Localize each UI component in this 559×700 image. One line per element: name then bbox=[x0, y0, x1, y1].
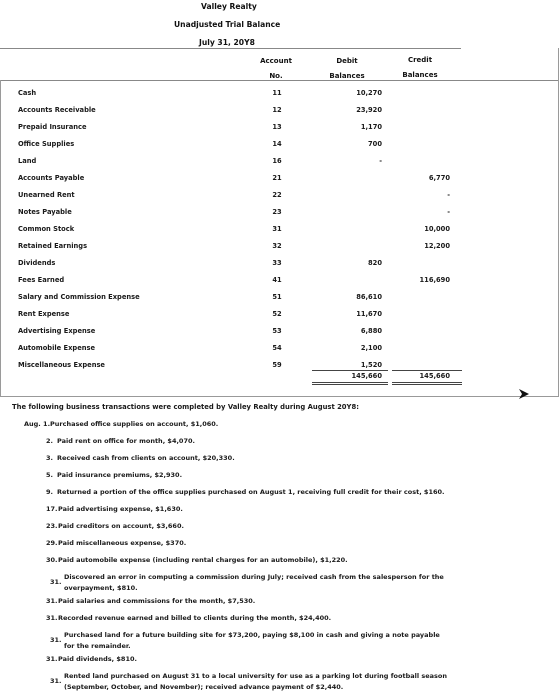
account-name: Accounts Receivable bbox=[18, 106, 96, 114]
transaction-text: Purchased office supplies on account, $1,060. bbox=[50, 420, 219, 428]
account-name: Office Supplies bbox=[18, 140, 75, 148]
credit-amount: 12,200 bbox=[424, 242, 450, 250]
account-name: Common Stock bbox=[18, 225, 75, 233]
account-name: Fees Earned bbox=[18, 276, 65, 284]
account-number: 33 bbox=[272, 259, 282, 267]
debit-amount: 23,920 bbox=[356, 106, 382, 114]
debit-amount: 11,670 bbox=[356, 310, 382, 318]
debit-amount: 700 bbox=[368, 140, 382, 148]
transaction-text-continued: (September, October, and November); received advance payment of $2,440. bbox=[64, 683, 344, 691]
transaction-text: Discovered an error in computing a commission during July; received cash from the salesperson for the bbox=[64, 573, 444, 581]
column-header-debit bbox=[318, 56, 376, 81]
account-number: 22 bbox=[272, 191, 282, 199]
credit-amount: - bbox=[447, 191, 450, 199]
account-number: 31 bbox=[272, 225, 282, 233]
table-row bbox=[0, 123, 559, 140]
account-number: 32 bbox=[272, 242, 282, 250]
transaction-text-continued: overpayment, $810. bbox=[64, 584, 138, 592]
transaction-text: Returned a portion of the office supplies purchased on August 1, receiving full credit for their cost, $160. bbox=[57, 488, 445, 496]
account-number: 16 bbox=[272, 157, 282, 165]
account-number: 14 bbox=[272, 140, 282, 148]
transaction-date: 31. bbox=[50, 578, 62, 586]
debit-amount: - bbox=[379, 157, 382, 165]
transaction-text: Paid creditors on account, $3,660. bbox=[58, 522, 184, 530]
account-number: 11 bbox=[272, 89, 282, 97]
double-rule-credit-2 bbox=[392, 384, 462, 385]
transaction-date: 31. bbox=[50, 677, 62, 685]
table-row bbox=[0, 276, 559, 293]
transaction-date: 17. bbox=[46, 505, 58, 513]
account-number: 51 bbox=[272, 293, 282, 301]
header-rule bbox=[0, 48, 461, 49]
transaction-date: 31. bbox=[46, 655, 58, 663]
transaction-date: 31. bbox=[46, 597, 58, 605]
table-row bbox=[0, 293, 559, 310]
account-name: Salary and Commission Expense bbox=[18, 293, 140, 301]
double-rule-credit bbox=[392, 382, 462, 383]
account-name: Notes Payable bbox=[18, 208, 72, 216]
account-number: 41 bbox=[272, 276, 282, 284]
account-number: 59 bbox=[272, 361, 282, 369]
debit-amount: 2,100 bbox=[360, 344, 382, 352]
account-name: Miscellaneous Expense bbox=[18, 361, 105, 369]
table-row bbox=[0, 89, 559, 106]
company-name: Valley Realty bbox=[201, 2, 257, 11]
table-row bbox=[0, 242, 559, 259]
transaction-text-continued: for the remainder. bbox=[64, 642, 131, 650]
column-header-credit bbox=[390, 55, 450, 80]
table-row bbox=[0, 259, 559, 276]
credit-amount: 6,770 bbox=[428, 174, 450, 182]
transaction-date: 9. bbox=[46, 488, 53, 496]
table-row bbox=[0, 174, 559, 191]
total-credit: 145,660 bbox=[419, 372, 450, 380]
account-name: Automobile Expense bbox=[18, 344, 96, 352]
debit-amount: 10,270 bbox=[356, 89, 382, 97]
header-bottom-rule bbox=[0, 80, 559, 81]
transaction-text: Paid dividends, $810. bbox=[58, 655, 137, 663]
table-row bbox=[0, 106, 559, 123]
transaction-date: 31. bbox=[50, 636, 62, 644]
table-row bbox=[0, 327, 559, 344]
account-name: Accounts Payable bbox=[18, 174, 85, 182]
credit-header-line2: Balances bbox=[402, 71, 438, 79]
totals-rule-credit bbox=[392, 370, 462, 371]
account-header-line2: No. bbox=[269, 72, 283, 80]
transaction-text: Received cash from clients on account, $20,330. bbox=[57, 454, 235, 462]
account-name: Prepaid Insurance bbox=[18, 123, 87, 131]
transaction-text: Purchased land for a future building site for $73,200, paying $8,100 in cash and giving a note payable bbox=[64, 631, 440, 639]
transaction-text: Paid advertising expense, $1,630. bbox=[58, 505, 183, 513]
transaction-date: 29. bbox=[46, 539, 58, 547]
table-row bbox=[0, 225, 559, 242]
account-name: Advertising Expense bbox=[18, 327, 96, 335]
credit-amount: 10,000 bbox=[424, 225, 450, 233]
totals-rule-debit bbox=[312, 370, 388, 371]
transactions-intro: The following business transactions were completed by Valley Realty during August 20Y8: bbox=[12, 403, 359, 411]
table-row bbox=[0, 140, 559, 157]
transaction-text: Rented land purchased on August 31 to a local university for use as a parking lot during football season bbox=[64, 672, 447, 680]
account-name: Retained Earnings bbox=[18, 242, 88, 250]
table-row bbox=[0, 310, 559, 327]
credit-amount: 116,690 bbox=[419, 276, 450, 284]
column-header-account bbox=[248, 56, 304, 81]
table-row bbox=[0, 157, 559, 174]
table-bottom-rule bbox=[0, 396, 559, 397]
credit-amount: - bbox=[447, 208, 450, 216]
transaction-date: Aug. 1. bbox=[24, 420, 51, 428]
debit-amount: 1,520 bbox=[360, 361, 382, 369]
account-name: Land bbox=[18, 157, 37, 165]
report-title: Unadjusted Trial Balance bbox=[174, 20, 281, 29]
account-number: 23 bbox=[272, 208, 282, 216]
debit-header-line2: Balances bbox=[329, 72, 365, 80]
account-number: 52 bbox=[272, 310, 282, 318]
transaction-date: 30. bbox=[46, 556, 58, 564]
account-name: Rent Expense bbox=[18, 310, 70, 318]
report-date: July 31, 20Y8 bbox=[199, 38, 255, 47]
double-rule-debit-2 bbox=[312, 384, 388, 385]
table-row bbox=[0, 191, 559, 208]
account-number: 12 bbox=[272, 106, 282, 114]
transaction-text: Recorded revenue earned and billed to clients during the month, $24,400. bbox=[58, 614, 332, 622]
debit-amount: 6,880 bbox=[360, 327, 382, 335]
transaction-date: 3. bbox=[46, 454, 53, 462]
account-name: Cash bbox=[18, 89, 37, 97]
account-name: Dividends bbox=[18, 259, 56, 267]
transaction-text: Paid automobile expense (including rental charges for an automobile), $1,220. bbox=[58, 556, 348, 564]
transaction-text: Paid miscellaneous expense, $370. bbox=[58, 539, 187, 547]
account-number: 53 bbox=[272, 327, 282, 335]
transaction-text: Paid salaries and commissions for the month, $7,530. bbox=[58, 597, 256, 605]
transaction-date: 31. bbox=[46, 614, 58, 622]
debit-amount: 820 bbox=[368, 259, 382, 267]
table-row bbox=[0, 208, 559, 225]
transaction-text: Paid rent on office for month, $4,070. bbox=[57, 437, 195, 445]
debit-header-line1: Debit bbox=[336, 57, 358, 65]
table-row bbox=[0, 344, 559, 361]
debit-amount: 86,610 bbox=[356, 293, 382, 301]
transaction-date: 5. bbox=[46, 471, 53, 479]
account-number: 13 bbox=[272, 123, 282, 131]
transaction-date: 23. bbox=[46, 522, 58, 530]
transaction-date: 2. bbox=[46, 437, 53, 445]
account-number: 21 bbox=[272, 174, 282, 182]
account-header-line1: Account bbox=[260, 57, 292, 65]
double-rule-debit bbox=[312, 382, 388, 383]
debit-amount: 1,170 bbox=[360, 123, 382, 131]
cursor-arrow-icon bbox=[519, 389, 529, 399]
account-number: 54 bbox=[272, 344, 282, 352]
transaction-text: Paid insurance premiums, $2,930. bbox=[57, 471, 183, 479]
total-debit: 145,660 bbox=[351, 372, 382, 380]
account-name: Unearned Rent bbox=[18, 191, 75, 199]
credit-header-line1: Credit bbox=[407, 56, 433, 64]
